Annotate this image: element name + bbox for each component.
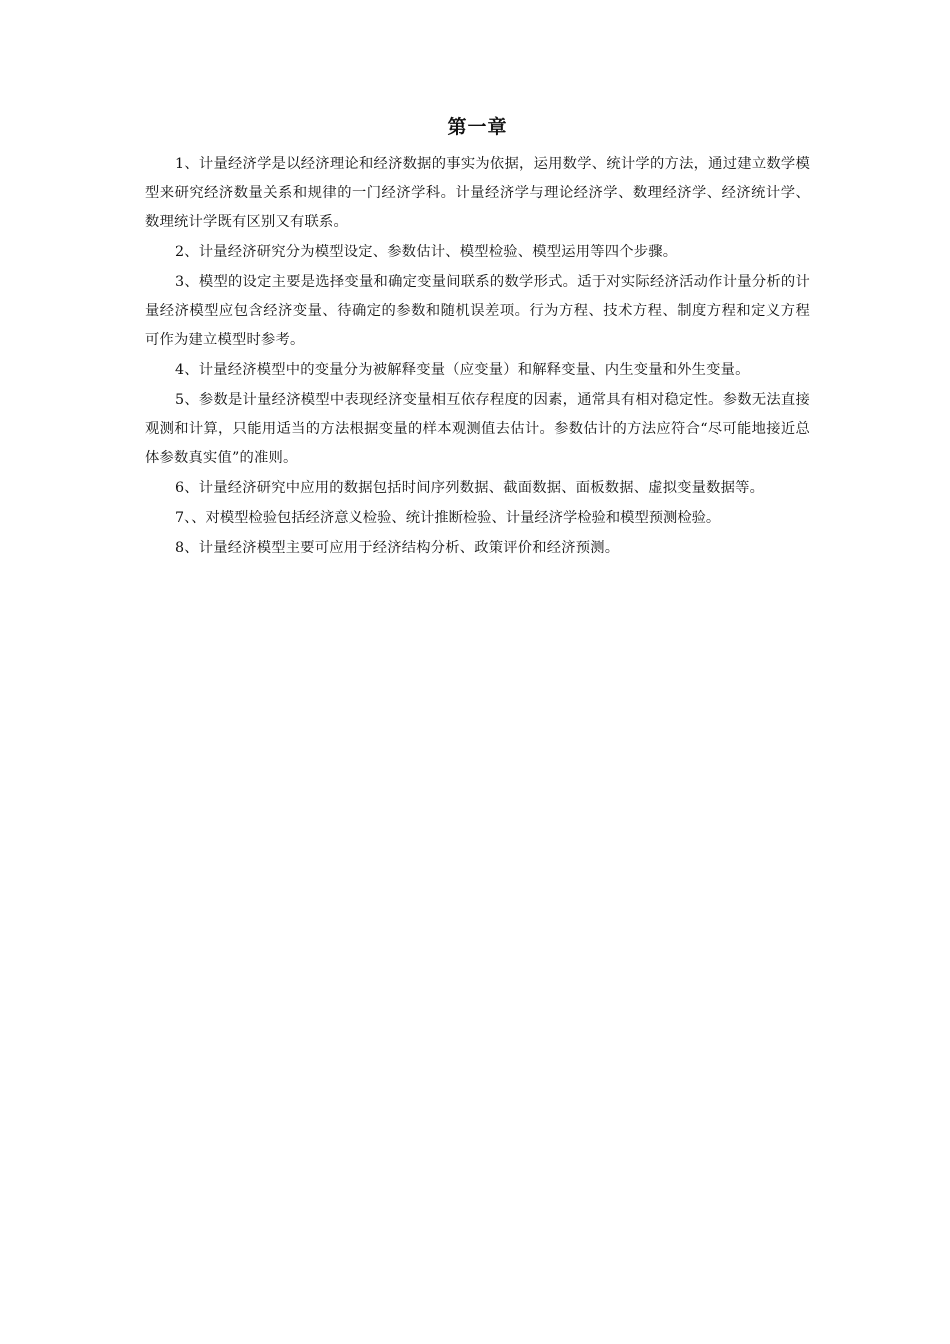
paragraph-2: 2、计量经济研究分为模型设定、参数估计、模型检验、模型运用等四个步骤。 — [175, 244, 678, 260]
chapter-title: 第一章 — [447, 116, 508, 138]
paragraph-7: 7、、对模型检验包括经济意义检验、统计推断检验、计量经济学检验和模型预测检验。 — [175, 510, 721, 526]
paragraph-6: 6、计量经济研究中应用的数据包括时间序列数据、截面数据、面板数据、虚拟变量数据等。 — [175, 480, 765, 496]
paragraph-8: 8、计量经济模型主要可应用于经济结构分析、政策评价和经济预测。 — [175, 540, 620, 556]
paragraph-5: 5、参数是计量经济模型中表现经济变量相互依存程度的因素，通常具有相对稳定性。参数无法直接观测和计算，只能用适当的方法根据变量的样本观测值去估计。参数估计的方法应符合“尽可能地接近总体参数真实值”的准则。 — [145, 392, 810, 466]
paragraph-4: 4、计量经济模型中的变量分为被解释变量（应变量）和解释变量、内生变量和外生变量。 — [175, 362, 750, 378]
paragraph-1: 1、计量经济学是以经济理论和经济数据的事实为依据，运用数学、统计学的方法，通过建立数学模型来研究经济数量关系和规律的一门经济学科。计量经济学与理论经济学、数理经济学、经济统计学、数理统计学既有区别又有联系。 — [145, 156, 810, 230]
paragraph-3: 3、模型的设定主要是选择变量和确定变量间联系的数学形式。适于对实际经济活动作计量分析的计量经济模型应包含经济变量、待确定的参数和随机误差项。行为方程、技术方程、制度方程和定义方程可作为建立模型时参考。 — [145, 274, 810, 348]
document-body — [145, 112, 810, 564]
